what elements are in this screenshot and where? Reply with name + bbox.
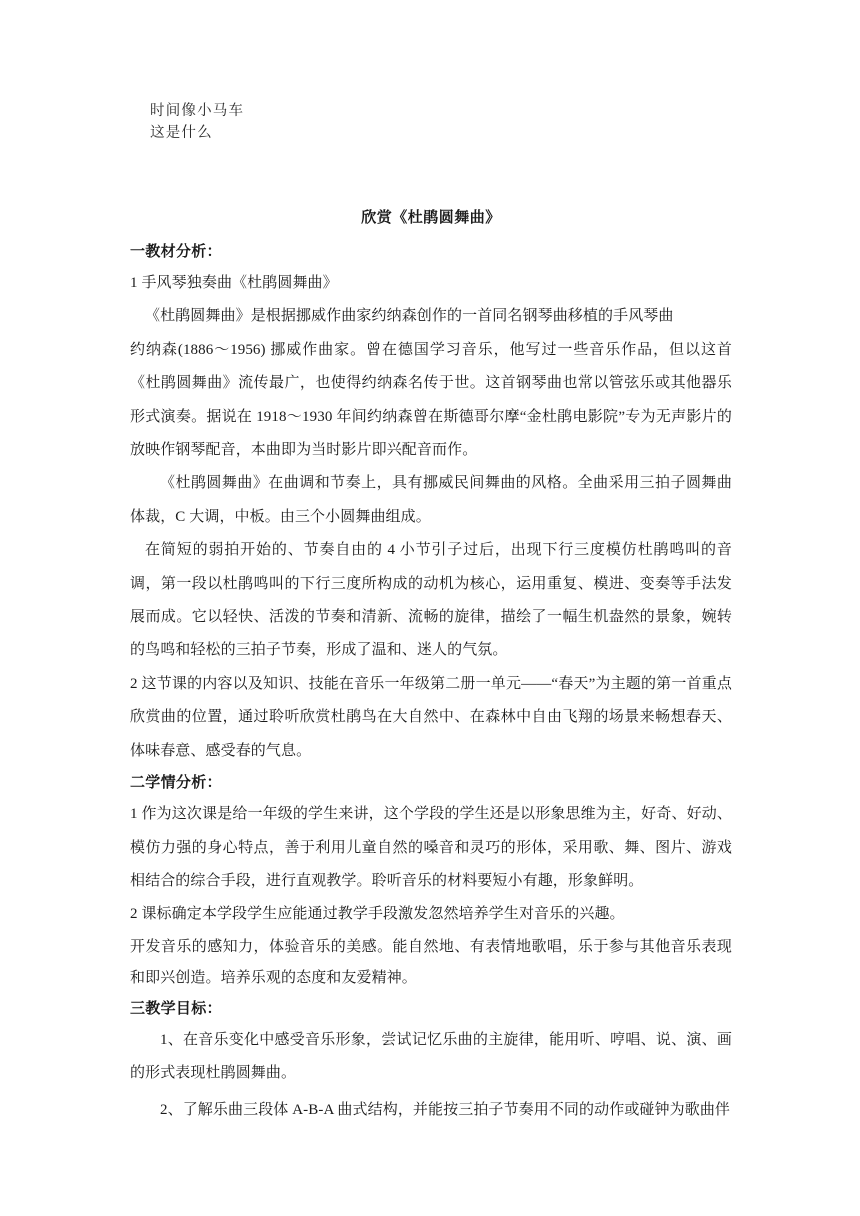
paragraph: 在简短的弱拍开始的、节奏自由的 4 小节引子过后，出现下行三度模仿杜鹃鸣叫的音调，第一段以杜鹃鸣叫的下行三度所构成的动机为核心，运用重复、模进、变奏等手法发展而成。它以轻快、活泼的节奏和清新、流畅的旋律，描绘了一幅生机盎然的景象，婉转的鸟鸣和轻松的三拍子节奏，形成了温和、迷人的气氛。 xyxy=(130,542,732,659)
paragraph: 约纳森(1886～1956) 挪威作曲家。曾在德国学习音乐，他写过一些音乐作品，但以这首《杜鹃圆舞曲》流传最广，也使得约纳森名传于世。这首钢琴曲也常以管弦乐或其他器乐形式演奏。据说在 1918～1930 年间约纳森曾在斯德哥尔摩“金杜鹃电影院”专为无声影片的放映作钢琴配音，本曲即为当时影片即兴配音而作。 xyxy=(130,341,732,459)
paragraph: 《杜鹃圆舞曲》是根据挪威作曲家约纳森创作的一首同名钢琴曲移植的手风琴曲 xyxy=(145,308,674,325)
paragraph: 2 课标确定本学段学生应能通过教学手段激发忽然培养学生对音乐的兴趣。 xyxy=(130,906,625,923)
paragraph: 2 这节课的内容以及知识、技能在音乐一年级第二册一单元——“春天”为主题的第一首重点欣赏曲的位置，通过聆听欣赏杜鹃鸟在大自然中、在森林中自由飞翔的场景来畅想春天、体味春意、感受春的气息。 xyxy=(130,675,732,759)
header-stub-line-2: 这是什么 xyxy=(150,125,213,141)
paragraph: 1、在音乐变化中感受音乐形象，尝试记忆乐曲的主旋律，能用听、哼唱、说、演、画的形式表现杜鹃圆舞曲。 xyxy=(130,1031,732,1082)
paragraph: 2、了解乐曲三段体 A-B-A 曲式结构，并能按三拍子节奏用不同的动作或碰钟为歌曲伴 xyxy=(160,1101,731,1118)
section-heading-teaching-material-analysis: 一教材分析： xyxy=(130,244,222,260)
document-body xyxy=(130,205,732,1127)
paragraph: 《杜鹃圆舞曲》在曲调和节奏上，具有挪威民间舞曲的风格。全曲采用三拍子圆舞曲体裁，C 大调，中板。由三个小圆舞曲组成。 xyxy=(130,475,732,525)
paragraph: 开发音乐的感知力，体验音乐的美感。能自然地、有表情地歌唱，乐于参与其他音乐表现和即兴创造。培养乐观的态度和友爱精神。 xyxy=(130,938,732,986)
section-heading-student-situation-analysis: 二学情分析： xyxy=(130,775,222,792)
paragraph: 1 作为这次课是给一年级的学生来讲，这个学段的学生还是以形象思维为主，好奇、好动、模仿力强的身心特点，善于利用儿童自然的嗓音和灵巧的形体，采用歌、舞、图片、游戏相结合的综合手段，进行直观教学。聆听音乐的材料要短小有趣，形象鲜明。 xyxy=(130,806,732,889)
page-title: 欣赏《杜鹃圆舞曲》 xyxy=(361,210,501,226)
header-stub-line-1: 时间像小马车 xyxy=(150,103,245,119)
header-stub-block xyxy=(150,100,244,144)
section-heading-teaching-objectives: 三教学目标： xyxy=(130,1000,222,1017)
paragraph: 1 手风琴独奏曲《杜鹃圆舞曲》 xyxy=(130,275,338,291)
